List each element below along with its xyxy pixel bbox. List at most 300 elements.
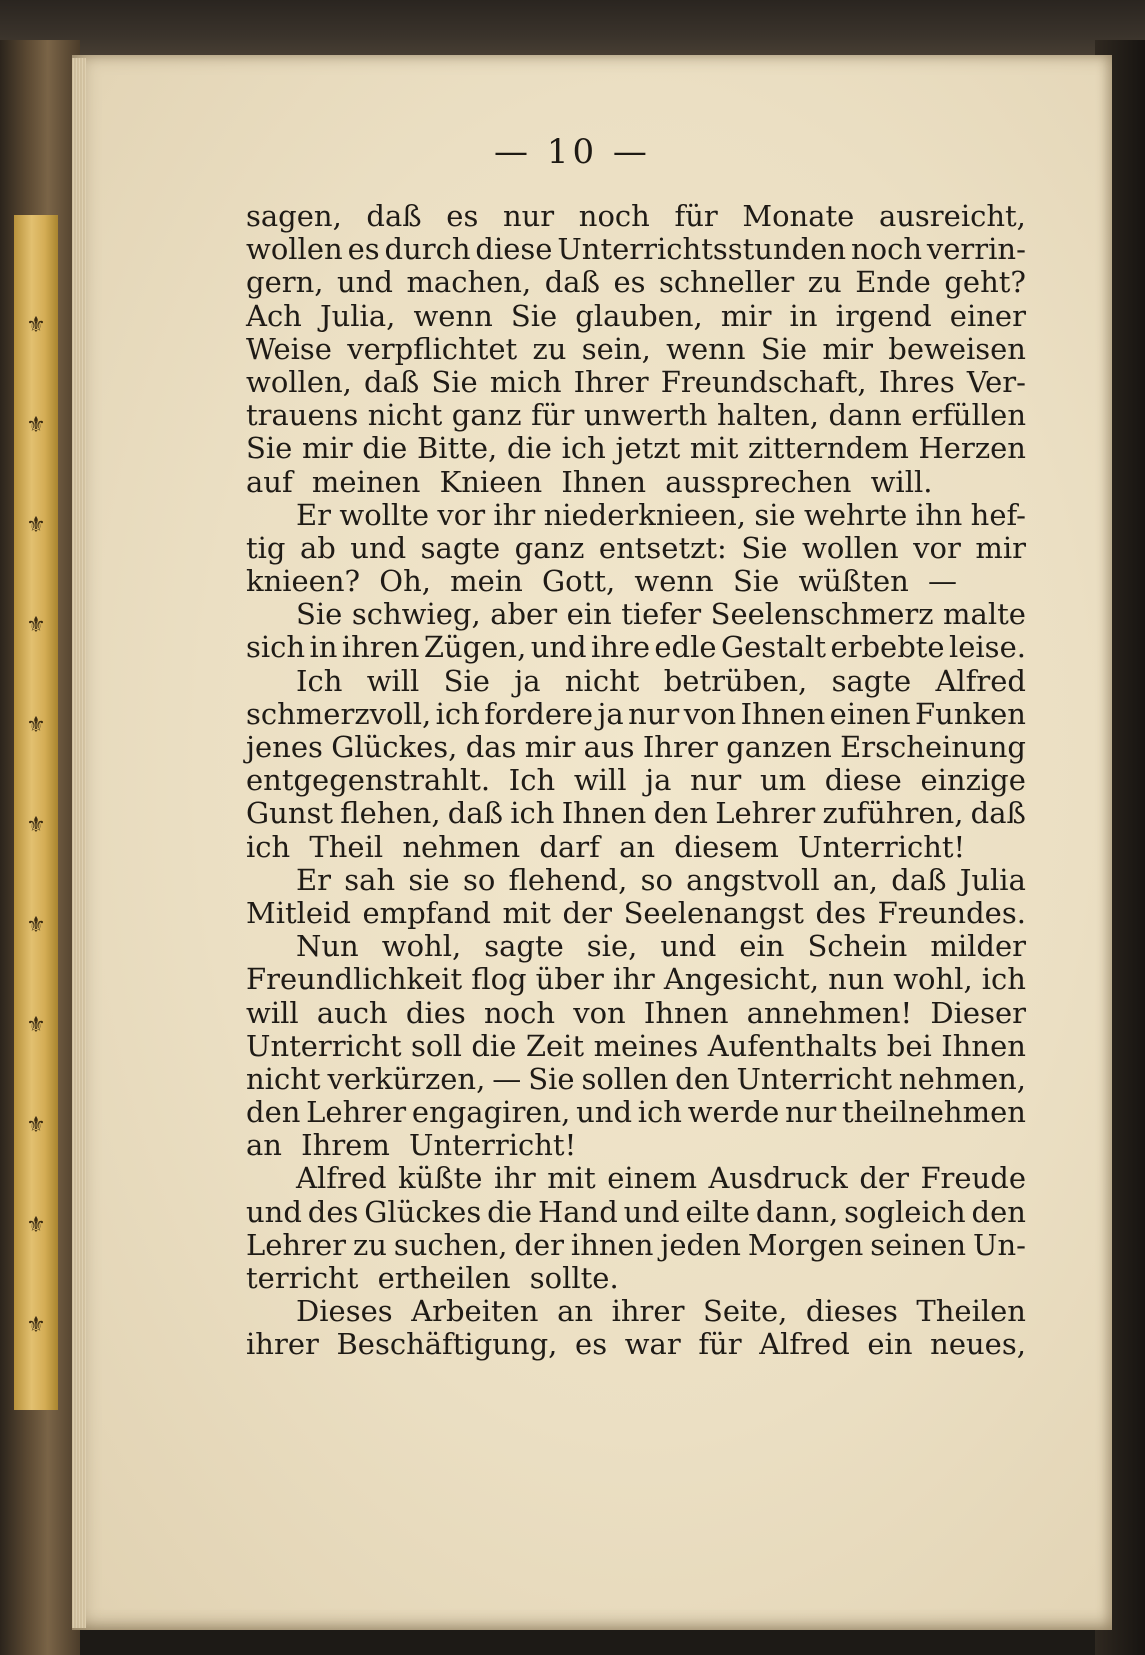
word: die bbox=[362, 431, 408, 466]
word: Mitleid bbox=[246, 895, 351, 930]
text-line bbox=[246, 698, 1026, 731]
word: Ach bbox=[246, 298, 302, 333]
word: soll bbox=[410, 1028, 462, 1063]
body-text bbox=[246, 200, 1026, 1362]
spine-ornament-icon: ⚜ bbox=[26, 1113, 46, 1138]
word: zu bbox=[352, 1227, 387, 1262]
word: Theilen bbox=[916, 1294, 1026, 1329]
word: Glückes bbox=[364, 1194, 482, 1229]
word: tig bbox=[246, 530, 286, 565]
word: Lehrer bbox=[306, 1095, 407, 1130]
word: daß bbox=[447, 796, 504, 831]
word: sie, bbox=[586, 929, 638, 964]
word: eilte bbox=[685, 1194, 750, 1229]
word: dies bbox=[405, 995, 466, 1030]
word: meines bbox=[593, 1028, 699, 1063]
word: es bbox=[347, 232, 380, 267]
word: verrin- bbox=[926, 232, 1026, 267]
word: Ende bbox=[855, 265, 931, 300]
page-number: — 10 — bbox=[494, 132, 651, 172]
word: um bbox=[759, 763, 807, 798]
word: Alfred bbox=[296, 1161, 387, 1196]
word: vor bbox=[913, 530, 961, 565]
word: Ihrer bbox=[642, 730, 718, 764]
word: Ver- bbox=[966, 364, 1026, 399]
word: zu bbox=[532, 331, 567, 366]
word: Weise bbox=[246, 331, 332, 366]
word: ganz bbox=[451, 398, 522, 433]
word: war bbox=[624, 1327, 681, 1362]
word: sagte bbox=[420, 530, 501, 565]
text-line bbox=[246, 399, 1026, 432]
word: noch bbox=[578, 199, 650, 233]
word: das bbox=[465, 730, 517, 764]
word: mit bbox=[502, 895, 551, 930]
word: in bbox=[789, 298, 818, 333]
word: unwerth bbox=[583, 398, 708, 433]
word: ja bbox=[514, 663, 541, 698]
word: zu bbox=[807, 265, 842, 300]
word: ein bbox=[867, 1327, 913, 1362]
word: in bbox=[309, 630, 338, 665]
word: Zügen, bbox=[423, 630, 527, 665]
word: ich bbox=[637, 1095, 682, 1130]
word: nur bbox=[628, 696, 680, 731]
word: Hand bbox=[537, 1194, 618, 1229]
paragraph-first-line bbox=[246, 930, 1026, 963]
word: entgegenstrahlt. bbox=[246, 763, 491, 798]
text-line bbox=[246, 432, 1026, 465]
paragraph-first-line bbox=[246, 1295, 1026, 1328]
word: wohl, bbox=[381, 929, 462, 964]
word: die bbox=[487, 1194, 533, 1229]
word: nur bbox=[785, 1095, 837, 1130]
word: Freundlichkeit bbox=[246, 962, 463, 997]
text-line bbox=[246, 631, 1026, 664]
word: küßte bbox=[398, 1161, 483, 1196]
text-line bbox=[246, 797, 1026, 830]
word: daß bbox=[544, 265, 600, 300]
word: dieses bbox=[805, 1294, 898, 1329]
text-line bbox=[246, 1096, 1026, 1129]
word: leise. bbox=[948, 630, 1026, 665]
word: ein bbox=[739, 929, 785, 964]
word: Sie bbox=[510, 298, 558, 333]
word: zitterndem bbox=[748, 431, 909, 466]
word: Julia bbox=[959, 862, 1026, 897]
text-line bbox=[246, 731, 1026, 764]
text-line bbox=[246, 1328, 1026, 1361]
word: der bbox=[514, 1227, 564, 1262]
word: suchen, bbox=[393, 1227, 508, 1262]
text-line: auf meinen Knieen Ihnen aussprechen will. bbox=[246, 464, 933, 499]
word: wollen, bbox=[246, 364, 352, 399]
word: an bbox=[557, 1294, 594, 1329]
text-line bbox=[246, 963, 1026, 996]
word: Dieser bbox=[930, 995, 1026, 1030]
word: Ihnen bbox=[561, 796, 647, 831]
text-line bbox=[246, 1229, 1026, 1262]
word: ihr bbox=[612, 962, 655, 997]
spine-ornament-icon: ⚜ bbox=[26, 613, 46, 638]
text-line bbox=[246, 1030, 1026, 1063]
word: einem bbox=[607, 1161, 697, 1196]
word: mir bbox=[301, 431, 353, 466]
word: betrüben, bbox=[663, 663, 808, 698]
text-line bbox=[246, 333, 1026, 366]
word: aus bbox=[583, 730, 635, 764]
word: für bbox=[674, 199, 718, 233]
word: diese bbox=[824, 763, 902, 798]
word: sagen, bbox=[246, 199, 342, 233]
word: beweisen bbox=[888, 331, 1026, 366]
word: ihr bbox=[493, 497, 536, 532]
word: ihrer bbox=[611, 1294, 685, 1329]
word: will bbox=[573, 763, 627, 798]
word: Herzen bbox=[918, 431, 1026, 466]
word: Gestalt bbox=[720, 630, 827, 665]
word: Unterricht bbox=[736, 1061, 892, 1096]
word: Gunst bbox=[246, 796, 334, 831]
word: Seelenschmerz bbox=[710, 597, 934, 632]
text-line: terricht ertheilen sollte. bbox=[246, 1261, 619, 1295]
word: sollen bbox=[581, 1061, 669, 1096]
word: den bbox=[246, 1095, 301, 1130]
word: und bbox=[623, 1194, 680, 1229]
word: nicht bbox=[246, 1061, 321, 1096]
text-line bbox=[246, 1196, 1026, 1229]
word: annehmen! bbox=[746, 995, 913, 1030]
word: ausreicht, bbox=[878, 199, 1026, 233]
word: mich bbox=[489, 364, 562, 399]
word: und bbox=[660, 929, 717, 964]
word: Ihnen bbox=[740, 696, 826, 731]
word: ja bbox=[597, 696, 624, 731]
word: Freundschaft, bbox=[660, 364, 867, 399]
spine-ornament-icon: ⚜ bbox=[26, 413, 46, 438]
word: Zeit bbox=[525, 1028, 585, 1063]
word: Ich bbox=[296, 663, 343, 698]
word: es bbox=[575, 1327, 608, 1362]
word: nicht bbox=[367, 398, 443, 433]
word: für bbox=[698, 1327, 742, 1362]
word: ihr bbox=[493, 1161, 536, 1196]
word: Lehrer bbox=[715, 796, 816, 831]
word: Ihnen bbox=[643, 995, 729, 1030]
word: theilnehmen bbox=[842, 1095, 1026, 1130]
word: verpflichtet bbox=[347, 331, 518, 366]
word: wenn bbox=[413, 298, 493, 333]
word: ein bbox=[566, 597, 612, 632]
word: mir bbox=[975, 530, 1026, 565]
page-stack-edge bbox=[72, 58, 86, 1628]
paragraph-first-line bbox=[246, 1162, 1026, 1195]
word: mir bbox=[524, 730, 576, 764]
word: Lehrer bbox=[246, 1227, 346, 1262]
word: engagiren, bbox=[411, 1095, 571, 1130]
word: Bitte, bbox=[416, 431, 498, 466]
word: nehmen, bbox=[898, 1061, 1026, 1096]
word: Funken bbox=[915, 696, 1026, 731]
word: niederknieen, bbox=[543, 497, 747, 532]
word: Schein bbox=[807, 929, 908, 964]
word: bei bbox=[886, 1028, 932, 1063]
spine-ornament-icon: ⚜ bbox=[26, 1213, 46, 1238]
word: Er bbox=[296, 862, 332, 897]
word: flehend, bbox=[508, 862, 628, 897]
word: der bbox=[562, 895, 613, 930]
word: seinen bbox=[870, 1227, 967, 1262]
word: Seelenangst bbox=[623, 895, 804, 930]
word: von bbox=[683, 696, 737, 731]
word: Ihres bbox=[878, 364, 955, 399]
word: mit bbox=[547, 1161, 596, 1196]
word: daß bbox=[891, 862, 947, 897]
word: Sie bbox=[528, 1061, 575, 1096]
text-line: ich Theil nehmen darf an diesem Unterricht! bbox=[246, 829, 966, 864]
word: des bbox=[307, 1194, 359, 1229]
word: entsetzt: bbox=[598, 530, 727, 565]
word: fordere bbox=[484, 696, 594, 731]
word: diese bbox=[475, 232, 553, 267]
word: sein, bbox=[581, 331, 651, 366]
word: Sie bbox=[246, 431, 293, 466]
word: und bbox=[337, 265, 393, 300]
text-line bbox=[246, 266, 1026, 299]
word: über bbox=[535, 962, 604, 997]
spine-ornament-icon: ⚜ bbox=[26, 313, 46, 338]
word: ab bbox=[299, 530, 336, 565]
word: und bbox=[576, 1095, 633, 1130]
text-line bbox=[246, 532, 1026, 565]
word: Unterrichtsstunden bbox=[557, 232, 847, 267]
word: jenes bbox=[246, 730, 323, 764]
word: an, bbox=[832, 862, 879, 897]
text-line bbox=[246, 300, 1026, 333]
word: ihrer bbox=[246, 1327, 319, 1362]
word: wehrte bbox=[804, 497, 908, 532]
word: aber bbox=[490, 597, 558, 632]
word: milder bbox=[930, 929, 1026, 964]
word: Freundes. bbox=[877, 895, 1026, 930]
word: und bbox=[350, 530, 407, 565]
word: daß bbox=[364, 364, 420, 399]
word: sich bbox=[246, 630, 306, 665]
word: ihnen bbox=[570, 1227, 654, 1262]
word: geht? bbox=[944, 265, 1026, 300]
word: Sie bbox=[431, 364, 478, 399]
word: trauens bbox=[246, 398, 359, 433]
word: irgend bbox=[835, 298, 932, 333]
word: und bbox=[246, 1194, 302, 1229]
word: halten, bbox=[716, 398, 819, 433]
word: die bbox=[506, 431, 552, 466]
word: dann bbox=[828, 398, 902, 433]
word: machen, bbox=[406, 265, 532, 300]
word: schneller bbox=[659, 265, 795, 300]
word: nicht bbox=[564, 663, 640, 698]
word: neues, bbox=[930, 1327, 1026, 1362]
word: Alfred bbox=[759, 1327, 850, 1362]
word: ich bbox=[561, 431, 606, 466]
word: Morgen bbox=[747, 1227, 864, 1262]
word: edle bbox=[654, 630, 717, 665]
word: gern, bbox=[246, 265, 324, 300]
word: jeden bbox=[660, 1227, 741, 1262]
word: wollen bbox=[802, 530, 899, 565]
word: Dieses bbox=[296, 1294, 393, 1329]
word: zuführen, bbox=[822, 796, 964, 831]
word: Aufenthalts bbox=[707, 1028, 878, 1063]
word: ihren bbox=[341, 630, 420, 665]
word: mit bbox=[689, 431, 739, 466]
word: Monate bbox=[742, 199, 855, 233]
word: daß bbox=[970, 796, 1026, 831]
text-line bbox=[246, 997, 1026, 1030]
word: einen bbox=[829, 696, 911, 731]
word: für bbox=[531, 398, 575, 433]
word: flog bbox=[471, 962, 527, 997]
word: den bbox=[971, 1194, 1026, 1229]
paragraph-first-line bbox=[246, 665, 1026, 698]
paragraph-first-line bbox=[246, 598, 1026, 631]
word: ich bbox=[435, 696, 480, 731]
word: Alfred bbox=[935, 663, 1026, 698]
word: mir bbox=[822, 331, 873, 366]
word: sagte bbox=[484, 929, 564, 964]
spine-ornament-icon: ⚜ bbox=[26, 513, 46, 538]
word: will bbox=[366, 663, 420, 698]
word: ja bbox=[645, 763, 672, 798]
word: Seite, bbox=[703, 1294, 788, 1329]
word: sah bbox=[344, 862, 396, 897]
word: einer bbox=[949, 298, 1026, 333]
word: sagte bbox=[831, 663, 912, 698]
word: will bbox=[246, 995, 299, 1030]
word: Sie bbox=[443, 663, 490, 698]
word: Unterricht bbox=[246, 1028, 402, 1063]
word: der bbox=[859, 1161, 909, 1196]
word: Sie bbox=[760, 331, 808, 366]
word: auch bbox=[316, 995, 388, 1030]
word: noch bbox=[483, 995, 556, 1030]
word: Ihrer bbox=[573, 364, 649, 399]
word: tiefer bbox=[621, 597, 702, 632]
word: wollte bbox=[339, 497, 430, 532]
word: Ausdruck bbox=[708, 1161, 848, 1196]
spine-ornament-icon: ⚜ bbox=[26, 1313, 46, 1338]
word: wohl, bbox=[893, 962, 973, 997]
word: Ihnen bbox=[941, 1028, 1026, 1063]
text-line bbox=[246, 366, 1026, 399]
word: Sie bbox=[296, 597, 343, 632]
word: angstvoll bbox=[686, 862, 820, 897]
word: Ich bbox=[508, 763, 556, 798]
word: ich bbox=[510, 796, 555, 831]
word: Julia, bbox=[319, 298, 396, 333]
word: Er bbox=[296, 497, 332, 532]
word: werde bbox=[687, 1095, 780, 1130]
word: Freude bbox=[920, 1161, 1026, 1196]
word: Erscheinung bbox=[840, 730, 1026, 764]
word: nur bbox=[690, 763, 742, 798]
word: sie bbox=[754, 497, 796, 532]
word: hef- bbox=[970, 497, 1026, 532]
word: glauben, bbox=[575, 298, 703, 333]
spine-ornament-icon: ⚜ bbox=[26, 1013, 46, 1038]
word: nun bbox=[828, 962, 885, 997]
word: erbebte bbox=[830, 630, 945, 665]
spine-ornament-icon: ⚜ bbox=[26, 913, 46, 938]
word: Un- bbox=[973, 1227, 1026, 1262]
word: und bbox=[530, 630, 587, 665]
word: ganz bbox=[514, 530, 585, 565]
word: es bbox=[613, 265, 646, 300]
book-cover-top bbox=[0, 0, 1145, 60]
book-spine bbox=[0, 40, 80, 1655]
word: den bbox=[653, 796, 708, 831]
word: Nun bbox=[296, 929, 359, 964]
word: — bbox=[492, 1061, 522, 1096]
spine-ornament-icon: ⚜ bbox=[26, 713, 46, 738]
word: daß bbox=[366, 199, 422, 233]
text-line bbox=[246, 764, 1026, 797]
text-line: an Ihrem Unterricht! bbox=[246, 1128, 577, 1163]
word: Beschäftigung, bbox=[336, 1327, 558, 1362]
word: sogleich bbox=[844, 1194, 966, 1229]
spine-ornament-icon: ⚜ bbox=[26, 813, 46, 838]
text-line bbox=[246, 200, 1026, 233]
word: so bbox=[640, 862, 673, 897]
word: verkürzen, bbox=[327, 1061, 486, 1096]
word: schwieg, bbox=[351, 597, 481, 632]
word: nur bbox=[502, 199, 555, 233]
word: noch bbox=[850, 232, 922, 267]
word: sie bbox=[408, 862, 450, 897]
word: einzige bbox=[920, 763, 1026, 798]
word: Arbeiten bbox=[411, 1294, 539, 1329]
word: von bbox=[573, 995, 626, 1030]
word: wollen bbox=[246, 232, 343, 267]
text-line bbox=[246, 1063, 1026, 1096]
word: ihre bbox=[591, 630, 650, 665]
word: schmerzvoll, bbox=[246, 696, 432, 731]
paragraph-first-line bbox=[246, 499, 1026, 532]
word: Angesicht, bbox=[663, 962, 820, 997]
word: ganzen bbox=[726, 730, 832, 764]
word: es bbox=[446, 199, 479, 233]
word: wenn bbox=[666, 331, 746, 366]
word: des bbox=[815, 895, 867, 930]
word: den bbox=[675, 1061, 730, 1096]
word: flehen, bbox=[340, 796, 441, 831]
word: vor bbox=[437, 497, 486, 532]
word: ich bbox=[981, 962, 1026, 997]
word: durch bbox=[384, 232, 471, 267]
text-line bbox=[246, 233, 1026, 266]
word: so bbox=[462, 862, 496, 897]
word: jetzt bbox=[615, 431, 681, 466]
paragraph-first-line bbox=[246, 864, 1026, 897]
word: die bbox=[471, 1028, 517, 1063]
word: Sie bbox=[741, 530, 788, 565]
word: ihn bbox=[915, 497, 963, 532]
word: dann, bbox=[755, 1194, 839, 1229]
word: malte bbox=[943, 597, 1026, 632]
word: erfüllen bbox=[911, 398, 1026, 433]
text-line: knieen? Oh, mein Gott, wenn Sie wüßten — bbox=[246, 564, 958, 599]
text-line bbox=[246, 897, 1026, 930]
